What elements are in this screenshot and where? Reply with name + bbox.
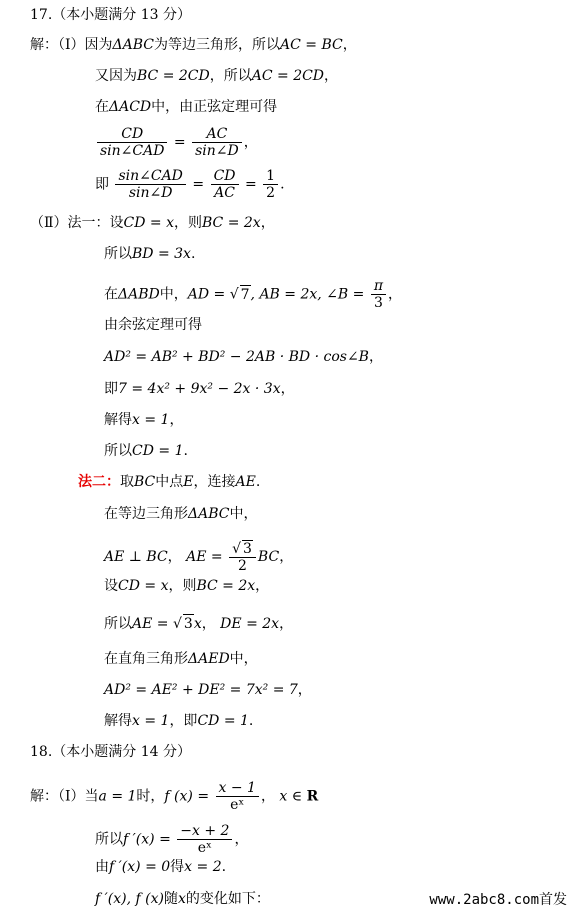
- q17-sine-law-formula: $\frac{CD}{\text{sin∠CAD}}$ = $\frac{AC}{\sin\angle D}$ ，: [95, 126, 258, 159]
- method2-label: 法二：: [78, 474, 120, 490]
- q17-cosine-law: AD² = AB² + BD² − 2AB · BD · cos∠B，: [104, 349, 383, 365]
- q17-method2-line8: 解得x = 1，即CD = 1.: [104, 713, 254, 729]
- q18-header: 18.（本小题满分 14 分）: [30, 744, 191, 760]
- q17-part1-line3: 在ΔACD中，由正弦定理可得: [95, 99, 278, 115]
- q18-line4: f ′(x), f (x)随x的变化如下：: [95, 891, 270, 907]
- q17-method2-line5: 所以AE = √ 3x， DE = 2x，: [104, 616, 294, 632]
- q17-part2-line7: 解得x = 1，: [104, 412, 184, 428]
- q17-part2-line1: （Ⅱ）法一：设CD = x，则BC = 2x，: [30, 215, 275, 231]
- watermark: www.2abc8.com首发: [429, 892, 567, 908]
- q17-method2-line7: AD² = AE² + DE² = 7x² = 7，: [104, 682, 312, 698]
- q17-header: 17.（本小题满分 13 分）: [30, 7, 191, 23]
- q17-method2-line6: 在直角三角形ΔAED中，: [104, 651, 258, 667]
- q17-method2-line3: AE ⊥ BC， AE = $\frac{√ 3}{2}$ BC，: [104, 541, 294, 574]
- q17-part2-line2: 所以BD = 3x.: [104, 246, 196, 262]
- q17-part1-line1: 解：（Ⅰ）因为ΔABC为等边三角形，所以AC = BC，: [30, 37, 357, 53]
- q17-part2-line6: 即7 = 4x² + 9x² − 2x · 3x，: [104, 381, 295, 397]
- q18-line3: 由f ′(x) = 0得x = 2.: [95, 859, 227, 875]
- q17-sine-ratio: 即 $\frac{\text{sin∠CAD}}{\sin\angle D}$ = $\frac{CD}{AC}$ = $\frac{1}{2}$ .: [95, 168, 285, 201]
- q17-part2-line3: 在ΔABD中，AD = √ 7, AB = 2x, ∠B = $\frac{\pi}{3}$ ，: [104, 278, 403, 311]
- q17-method2-line2: 在等边三角形ΔABC中，: [104, 506, 258, 522]
- q17-method2-line4: 设CD = x，则BC = 2x，: [104, 578, 270, 594]
- q17-part2-line8: 所以CD = 1.: [104, 443, 188, 459]
- q17-part1-line2: 又因为BC = 2CD，所以AC = 2CD，: [95, 68, 339, 84]
- q18-line1: 解：（Ⅰ）当a = 1时，f (x) = $\frac{x - 1}{\text{eˣ}}$ ， x ∈ R: [30, 780, 319, 813]
- q17-part2-line4: 由余弦定理可得: [104, 317, 202, 333]
- q18-line2: 所以f ′(x) = $\frac{-x + 2}{\text{eˣ}}$ ，: [95, 823, 249, 856]
- q17-method2-line1: 法二：取BC中点E，连接AE.: [78, 474, 261, 490]
